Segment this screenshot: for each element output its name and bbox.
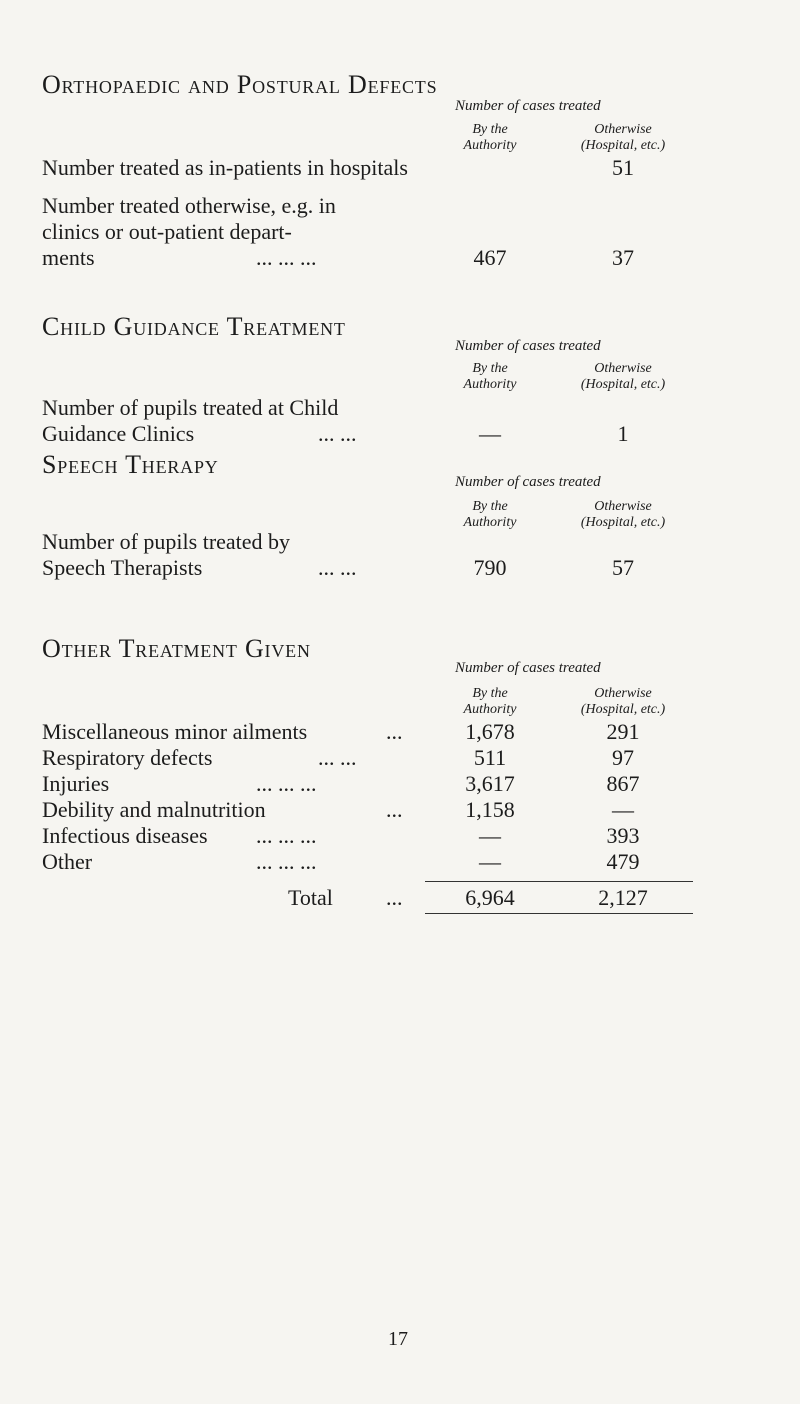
- col-header-by-the: By the: [472, 361, 508, 376]
- col-header-authority: Authority: [463, 138, 517, 153]
- col-header-by-authority: [425, 361, 555, 393]
- orthopaedic-row2-label-1: Number treated otherwise, e.g. in: [42, 193, 336, 218]
- orthopaedic-row2-dots: ... ... ...: [256, 245, 317, 270]
- speech-label-2: Speech Therapists: [42, 555, 203, 580]
- table-row-dots: ... ... ...: [256, 771, 317, 796]
- orthopaedic-row1-label: Number treated as in-patients in hospitals: [42, 155, 408, 180]
- speech-auth: 790: [473, 555, 507, 580]
- col-header-otherwise: [548, 122, 698, 154]
- table-row-dots: ... ... ...: [256, 849, 317, 874]
- table-row-other: 867: [606, 771, 640, 796]
- total-rule-top: [425, 881, 693, 882]
- section-title-other-treatment: Other Treatment Given: [42, 634, 311, 663]
- orthopaedic-row2-auth: 467: [473, 245, 507, 270]
- col-header-authority: Authority: [463, 702, 517, 717]
- speech-label-1: Number of pupils treated by: [42, 529, 291, 554]
- table-row-other: —: [612, 797, 634, 822]
- table-row-dots: ... ...: [318, 745, 357, 770]
- col-header-number-of: Number of cases treated: [455, 474, 601, 490]
- col-header-otherwise-line2: (Hospital, etc.): [580, 702, 666, 717]
- col-header-otherwise-line2: (Hospital, etc.): [580, 515, 666, 530]
- total-label: Total: [288, 885, 333, 910]
- table-row-auth: 3,617: [465, 771, 515, 796]
- orthopaedic-row1-other: 51: [612, 155, 634, 180]
- col-header-otherwise-line2: (Hospital, etc.): [580, 138, 666, 153]
- table-row-label: Debility and malnutrition: [42, 797, 266, 822]
- table-row-other: 479: [606, 849, 640, 874]
- table-row-label: Miscellaneous minor ailments: [42, 719, 308, 744]
- col-header-by-authority: [425, 686, 555, 718]
- table-row-auth: 511: [473, 745, 507, 770]
- table-row-label: Other: [42, 849, 93, 874]
- col-header-otherwise-line1: Otherwise: [594, 686, 652, 701]
- table-row-dots: ...: [386, 797, 403, 822]
- col-header-otherwise-line1: Otherwise: [594, 361, 652, 376]
- page-number: 17: [388, 1328, 408, 1350]
- child-guidance-dots: ... ...: [318, 421, 357, 446]
- table-row-auth: —: [479, 823, 501, 848]
- child-guidance-auth: —: [479, 421, 501, 446]
- total-dots: ...: [386, 885, 403, 910]
- col-header-otherwise: [548, 361, 698, 393]
- col-header-by-the: By the: [472, 686, 508, 701]
- total-auth: 6,964: [465, 885, 515, 910]
- table-row-auth: 1,678: [465, 719, 515, 744]
- total-rule-bottom: [425, 913, 693, 914]
- col-header-otherwise: [548, 499, 698, 531]
- col-header-by-the: By the: [472, 122, 508, 137]
- speech-dots: ... ...: [318, 555, 357, 580]
- table-row-label: Injuries: [42, 771, 110, 796]
- speech-other: 57: [612, 555, 634, 580]
- col-header-authority: Authority: [463, 377, 517, 392]
- col-header-by-authority: [425, 122, 555, 154]
- table-row-dots: ...: [386, 719, 403, 744]
- child-guidance-other: 1: [617, 421, 629, 446]
- child-guidance-label-1: Number of pupils treated at Child: [42, 395, 339, 420]
- section-title-speech-therapy: Speech Therapy: [42, 450, 219, 479]
- orthopaedic-row2-label-2: clinics or out-patient depart-: [42, 219, 292, 244]
- table-row-label: Infectious diseases: [42, 823, 208, 848]
- col-header-otherwise-line1: Otherwise: [594, 122, 652, 137]
- table-row-other: 291: [606, 719, 640, 744]
- col-header-by-authority: [425, 499, 555, 531]
- table-row-other: 393: [606, 823, 640, 848]
- col-header-by-the: By the: [472, 499, 508, 514]
- col-header-number-of: Number of cases treated: [455, 660, 601, 676]
- col-header-otherwise: [548, 686, 698, 718]
- col-header-otherwise-line2: (Hospital, etc.): [580, 377, 666, 392]
- total-other: 2,127: [598, 885, 648, 910]
- col-header-authority: Authority: [463, 515, 517, 530]
- section-title-child-guidance: Child Guidance Treatment: [42, 312, 346, 341]
- col-header-otherwise-line1: Otherwise: [594, 499, 652, 514]
- orthopaedic-row2-other: 37: [612, 245, 634, 270]
- col-header-number-of: Number of cases treated: [455, 98, 601, 114]
- table-row-dots: ... ... ...: [256, 823, 317, 848]
- table-row-label: Respiratory defects: [42, 745, 213, 770]
- table-row-auth: —: [479, 849, 501, 874]
- table-row-auth: 1,158: [465, 797, 515, 822]
- section-title-orthopaedic: Orthopaedic and Postural Defects: [42, 70, 438, 99]
- table-row-other: 97: [612, 745, 634, 770]
- child-guidance-label-2: Guidance Clinics: [42, 421, 195, 446]
- col-header-number-of: Number of cases treated: [455, 338, 601, 354]
- orthopaedic-row2-label-3: ments: [42, 245, 95, 270]
